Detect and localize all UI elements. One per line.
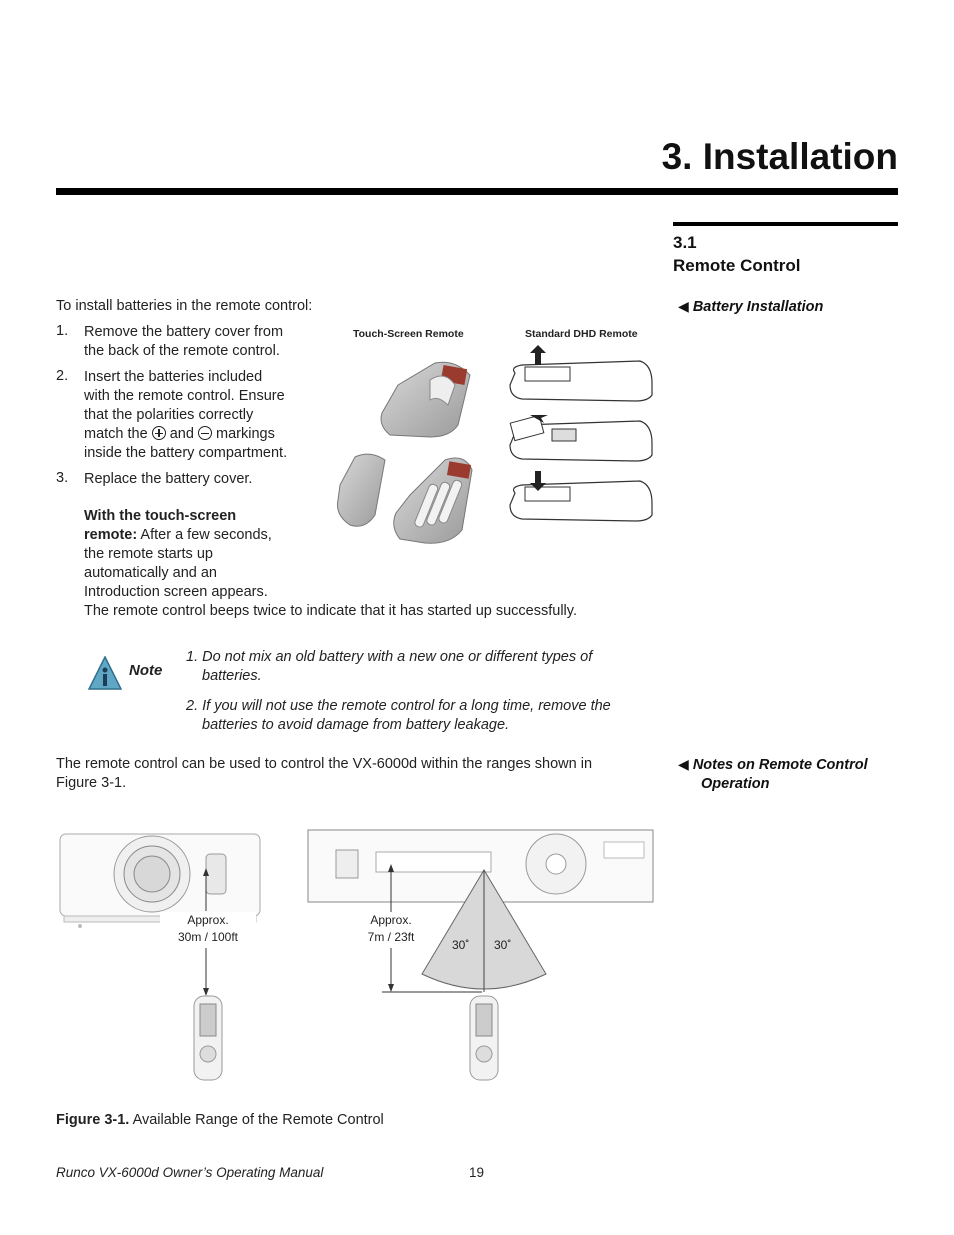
battery-intro: To install batteries in the remote control: [56, 298, 313, 314]
angle-label-right: 30˚ [494, 938, 512, 952]
touch-remote-open-image [381, 362, 470, 437]
step-number: 2. [56, 368, 69, 384]
note-item: 1. Do not mix an old battery with a new one or different types of batteries. [186, 649, 593, 684]
page-number: 19 [469, 1165, 485, 1180]
arrow-left-icon: ◀ [678, 756, 689, 772]
operation-heading: ◀ Notes on Remote Control Operation [678, 756, 868, 792]
step-number: 3. [56, 470, 69, 486]
footer-title: Runco VX-6000d Owner’s Operating Manual [56, 1165, 324, 1180]
section-title: Remote Control [673, 256, 801, 275]
standard-remote-label: Standard DHD Remote [525, 328, 638, 340]
arrow-left-icon: ◀ [678, 298, 689, 314]
battery-installation-heading: ◀ Battery Installation [678, 298, 824, 315]
minus-polarity-icon [198, 426, 212, 440]
angle-label-left: 30˚ [452, 938, 470, 952]
standard-remote-step3-image [510, 471, 652, 521]
step-1-text: Remove the battery cover from the back of the remote control. [84, 324, 284, 359]
step-number: 1. [56, 323, 69, 339]
note-item: 2. If you will not use the remote control for a long time, remove the batteries to avoid damage from battery leakage. [186, 698, 611, 733]
touch-remote-image [470, 996, 498, 1080]
range-label-right: Approx. 7m / 23ft [350, 912, 432, 946]
remote-range-figure [56, 826, 656, 1086]
range-label-left: Approx. 30m / 100ft [160, 912, 256, 946]
plus-polarity-icon [152, 426, 166, 440]
note-label: Note [129, 662, 163, 679]
touch-remote-image [194, 996, 222, 1080]
step-2-text: Insert the batteries included with the remote control. Ensure that the polarities correctly match the and markings inside the battery compartment. [84, 369, 288, 461]
battery-installation-illustration [330, 345, 660, 550]
touch-remote-batteries-image [394, 458, 472, 543]
chapter-title: 3. Installation [661, 136, 898, 177]
standard-remote-step1-image [510, 345, 652, 401]
info-icon [88, 656, 122, 690]
standard-remote-step2-image [510, 415, 652, 461]
figure-caption: Figure 3-1. Available Range of the Remote Control [56, 1112, 384, 1128]
section-rule [673, 222, 898, 226]
section-number: 3.1 [673, 233, 697, 252]
operation-text: The remote control can be used to control the VX-6000d within the ranges shown in Figure 3-1. [56, 756, 593, 791]
touch-screen-remote-label: Touch-Screen Remote [353, 328, 464, 340]
step-3-text: Replace the battery cover. [84, 471, 253, 487]
chapter-rule [56, 188, 898, 195]
touch-screen-note: With the touch-screen remote: After a few seconds, the remote starts up automatically and an Introduction screen appears. The remote control beeps twice to indicate that it has started up successfully. [84, 508, 577, 619]
battery-cover-image [338, 454, 386, 526]
